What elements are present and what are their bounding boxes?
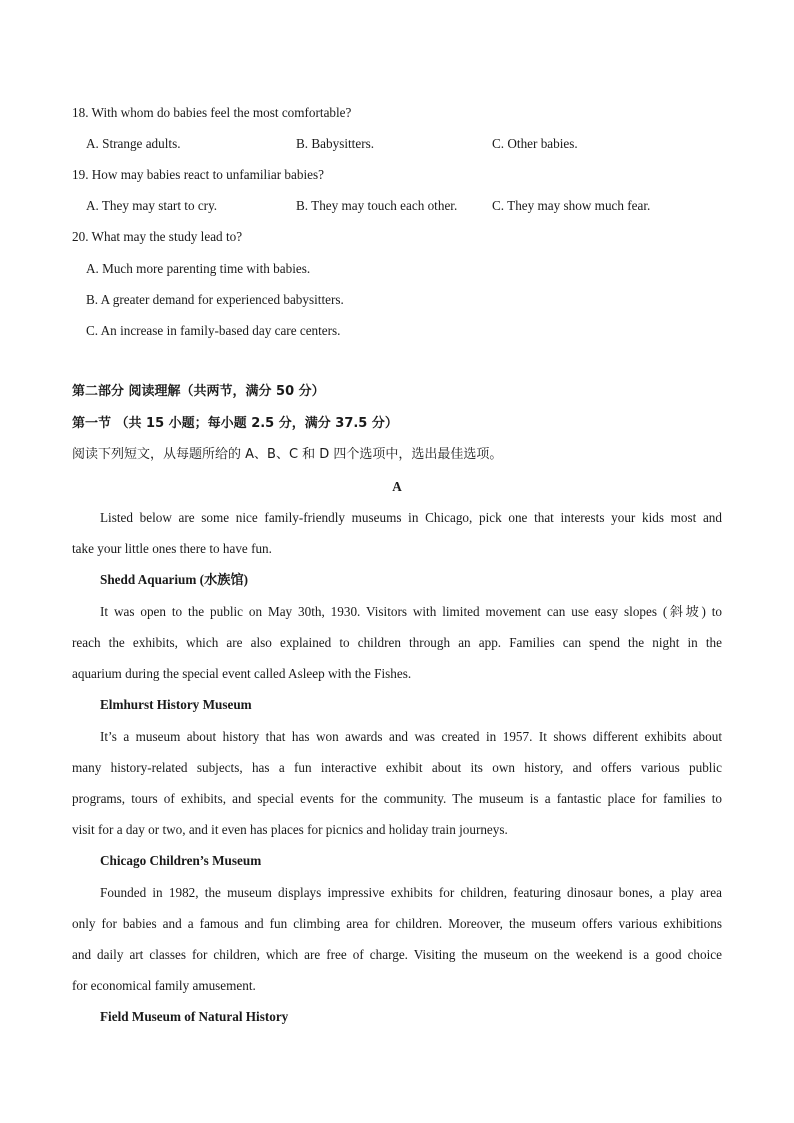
subsection-title: 第一节 （共 15 小题；每小题 2.5 分，满分 37.5 分）: [72, 416, 398, 431]
option-a: A. Much more parenting time with babies.: [86, 261, 311, 276]
option-b: B. A greater demand for experienced babysitters.: [86, 292, 344, 307]
paragraph-line: It’s a museum about history that has won awards and was created in 1957. It shows different exhibits about: [100, 729, 722, 744]
option-c: C. They may show much fear.: [492, 198, 651, 213]
paragraph-line: for economical family amusement.: [72, 978, 256, 993]
paragraph-line: many history-related subjects, has a fun interactive exhibit about its own history, and offers various public: [72, 760, 722, 775]
option-c: C. Other babies.: [492, 136, 578, 151]
paragraph-line: visit for a day or two, and it even has places for picnics and holiday train journeys.: [72, 822, 508, 837]
option-c: C. An increase in family-based day care centers.: [86, 323, 341, 338]
option-b: B. Babysitters.: [296, 136, 375, 151]
paragraph-line: It was open to the public on May 30th, 1930. Visitors with limited movement can use easy slopes (斜坡) to: [100, 604, 722, 619]
option-a: A. Strange adults.: [86, 136, 181, 151]
part-title: 第二部分 阅读理解（共两节，满分 50 分）: [72, 384, 325, 399]
museum-heading: Elmhurst History Museum: [100, 697, 252, 712]
instruction: 阅读下列短文，从每题所给的 A、B、C 和 D 四个选项中，选出最佳选项。: [72, 447, 503, 462]
paragraph-line: only for babies and a famous and fun climbing area for children. Moreover, the museum offers various exhibitions: [72, 916, 722, 931]
option-b: B. They may touch each other.: [296, 198, 458, 213]
paragraph-line: programs, tours of exhibits, and special events for the community. The museum is a fantastic place for families to: [72, 791, 722, 806]
museum-heading: Field Museum of Natural History: [100, 1009, 289, 1024]
paragraph-line: Founded in 1982, the museum displays impressive exhibits for children, featuring dinosaur bones, a play area: [100, 885, 722, 900]
question-20: 20. What may the study lead to?: [72, 229, 243, 244]
paragraph-line: aquarium during the special event called Asleep with the Fishes.: [72, 666, 412, 681]
museum-heading: Shedd Aquarium (水族馆): [100, 572, 249, 587]
intro-line: Listed below are some nice family-friendly museums in Chicago, pick one that interests your kids most and: [100, 510, 722, 525]
question-19: 19. How may babies react to unfamiliar babies?: [72, 167, 324, 182]
intro-line: take your little ones there to have fun.: [72, 541, 272, 556]
museum-heading: Chicago Children’s Museum: [100, 853, 262, 868]
option-a: A. They may start to cry.: [86, 198, 218, 213]
paragraph-line: and daily art classes for children, which are free of charge. Visiting the museum on the weekend is a good choice: [72, 947, 722, 962]
passage-label: A: [392, 479, 402, 494]
question-18: 18. With whom do babies feel the most comfortable?: [72, 105, 352, 120]
paragraph-line: reach the exhibits, which are also explained to children through an app. Families can spend the night in the: [72, 635, 722, 650]
